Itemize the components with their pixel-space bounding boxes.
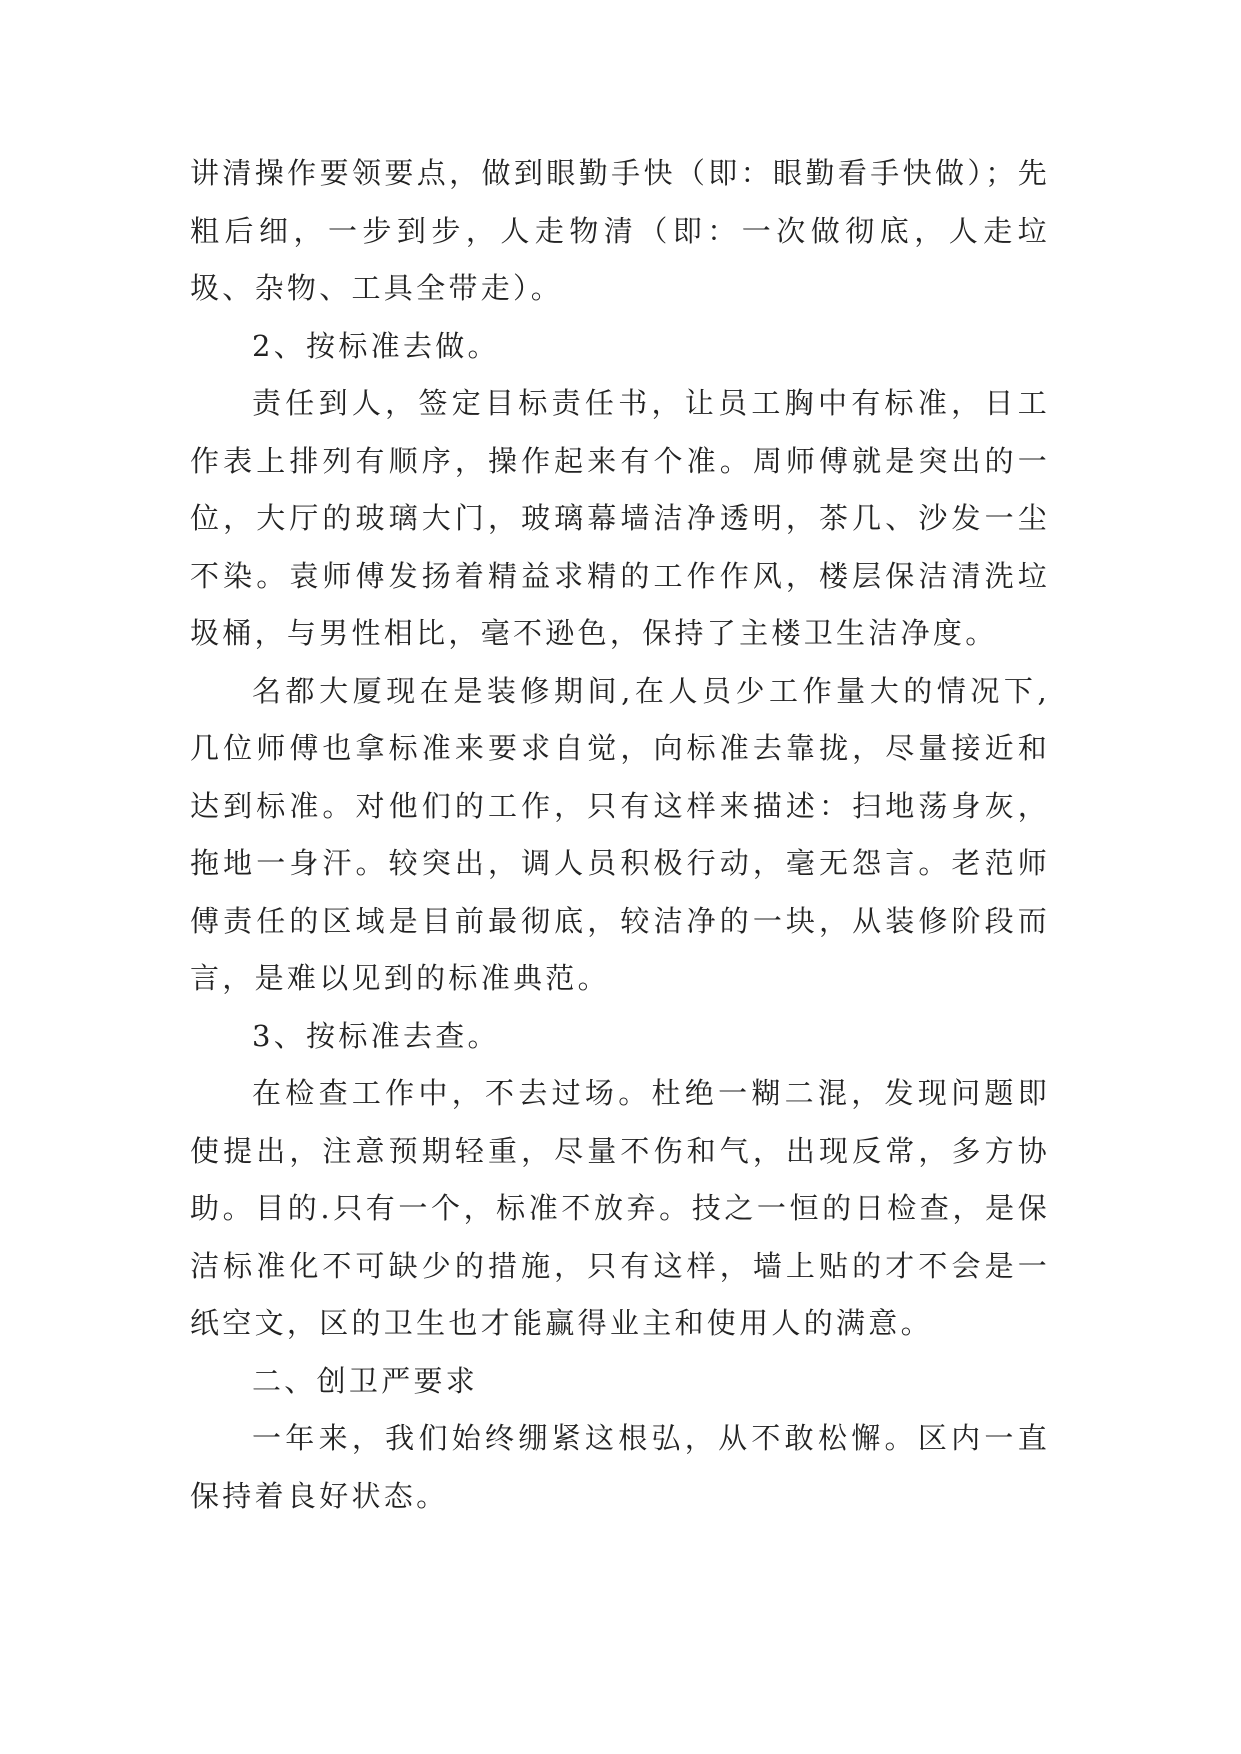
document-body	[190, 145, 1050, 1525]
paragraph-responsibility: 责任到人，签定目标责任书，让员工胸中有标准，日工作表上排列有顺序，操作起来有个准。周师傅就是突出的一位，大厅的玻璃大门，玻璃幕墙洁净透明，茶几、沙发一尘不染。袁师傅发扬着精益求精的工作作风，楼层保洁清洗垃圾桶，与男性相比，毫不逊色，保持了主楼卫生洁净度。	[190, 386, 1050, 650]
heading-check-by-standard: 3、按标准去查。	[252, 1018, 500, 1053]
heading-sanitation-requirements: 二、创卫严要求	[252, 1363, 479, 1398]
paragraph-year-summary: 一年来，我们始终绷紧这根弘，从不敢松懈。区内一直保持着良好状态。	[190, 1421, 1050, 1513]
paragraph-inspection: 在检查工作中，不去过场。杜绝一糊二混，发现问题即使提出，注意预期轻重，尽量不伤和气，出现反常，多方协助。目的.只有一个，标准不放弃。技之一恒的日检查，是保洁标准化不可缺少的措施，只有这样，墙上贴的才不会是一纸空文，区的卫生也才能赢得业主和使用人的满意。	[190, 1076, 1050, 1340]
paragraph-operation-points: 讲清操作要领要点，做到眼勤手快（即：眼勤看手快做）；先粗后细，一步到步，人走物清（即：一次做彻底，人走垃圾、杂物、工具全带走）。	[190, 156, 1050, 305]
paragraph-mingdu-building: 名都大厦现在是装修期间,在人员少工作量大的情况下,几位师傅也拿标准来要求自觉，向标准去靠拢，尽量接近和达到标准。对他们的工作，只有这样来描述：扫地荡身灰，拖地一身汗。较突出，调人员积极行动，毫无怨言。老范师傅责任的区域是目前最彻底，较洁净的一块，从装修阶段而言，是难以见到的标准典范。	[190, 673, 1050, 995]
heading-do-by-standard: 2、按标准去做。	[252, 328, 500, 363]
